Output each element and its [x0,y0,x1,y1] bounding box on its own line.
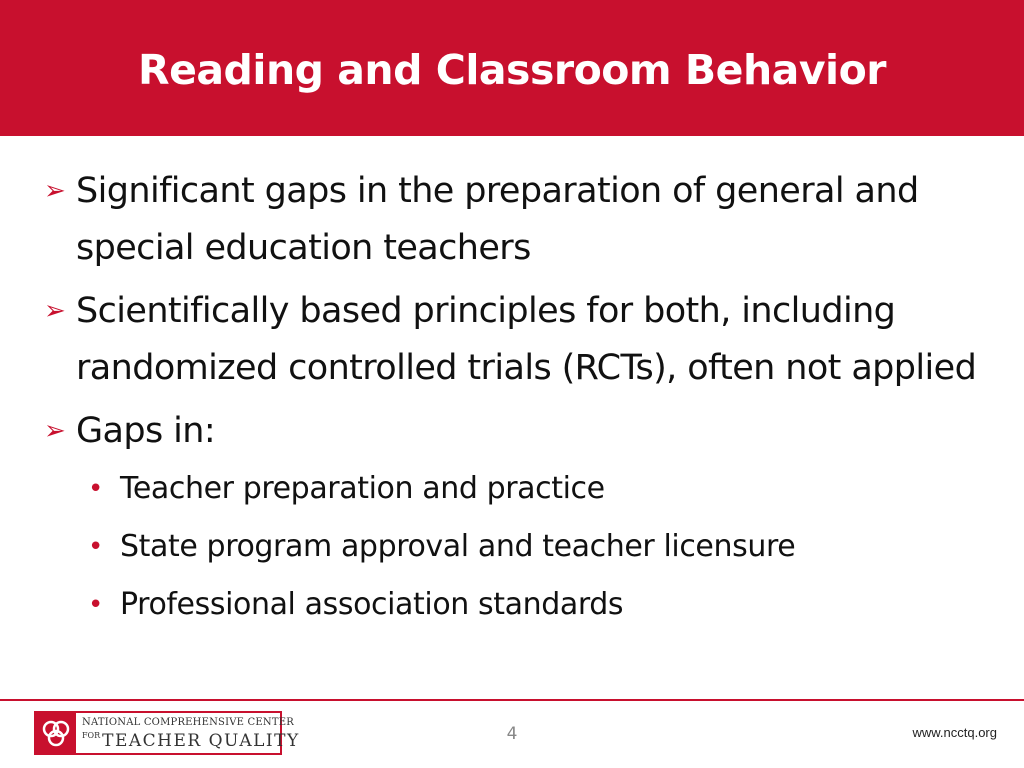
page-number: 4 [506,724,518,744]
knot-logo-icon [36,713,76,753]
slide-content [40,163,1000,644]
sub-bullet-item [40,470,1000,508]
bullet-item [40,403,1000,460]
bullet-item [40,163,1000,277]
bullet-text: Gaps in: [76,411,216,451]
bullet-item [40,283,1000,397]
dot-bullet-icon: • [88,532,103,562]
logo-text-main: TEACHER QUALITY [102,731,300,751]
sub-bullet-item [40,528,1000,566]
arrow-bullet-icon: ➢ [44,416,66,446]
bullet-text: Significant gaps in the preparation of general and special education teachers [76,171,919,268]
site-url: www.ncctq.org [912,725,997,740]
dot-bullet-icon: • [88,474,103,504]
arrow-bullet-icon: ➢ [44,176,66,206]
arrow-bullet-icon: ➢ [44,296,66,326]
logo-text-line1: NATIONAL COMPREHENSIVE CENTER [82,717,294,728]
bullet-text: Scientifically based principles for both, including randomized controlled trials (RCTs), often not applied [76,291,977,388]
dot-bullet-icon: • [88,590,103,620]
sub-bullet-text: Professional association standards [120,587,624,622]
sub-bullet-text: State program approval and teacher licensure [120,529,796,564]
logo-text-for: FOR [82,731,101,740]
slide-title: Reading and Classroom Behavior [138,46,886,94]
footer-divider [0,699,1024,701]
sub-bullet-text: Teacher preparation and practice [120,471,605,506]
ncctq-logo [34,711,300,755]
sub-bullet-item [40,586,1000,624]
logo-text-line2 [82,731,300,751]
title-bar [0,0,1024,136]
